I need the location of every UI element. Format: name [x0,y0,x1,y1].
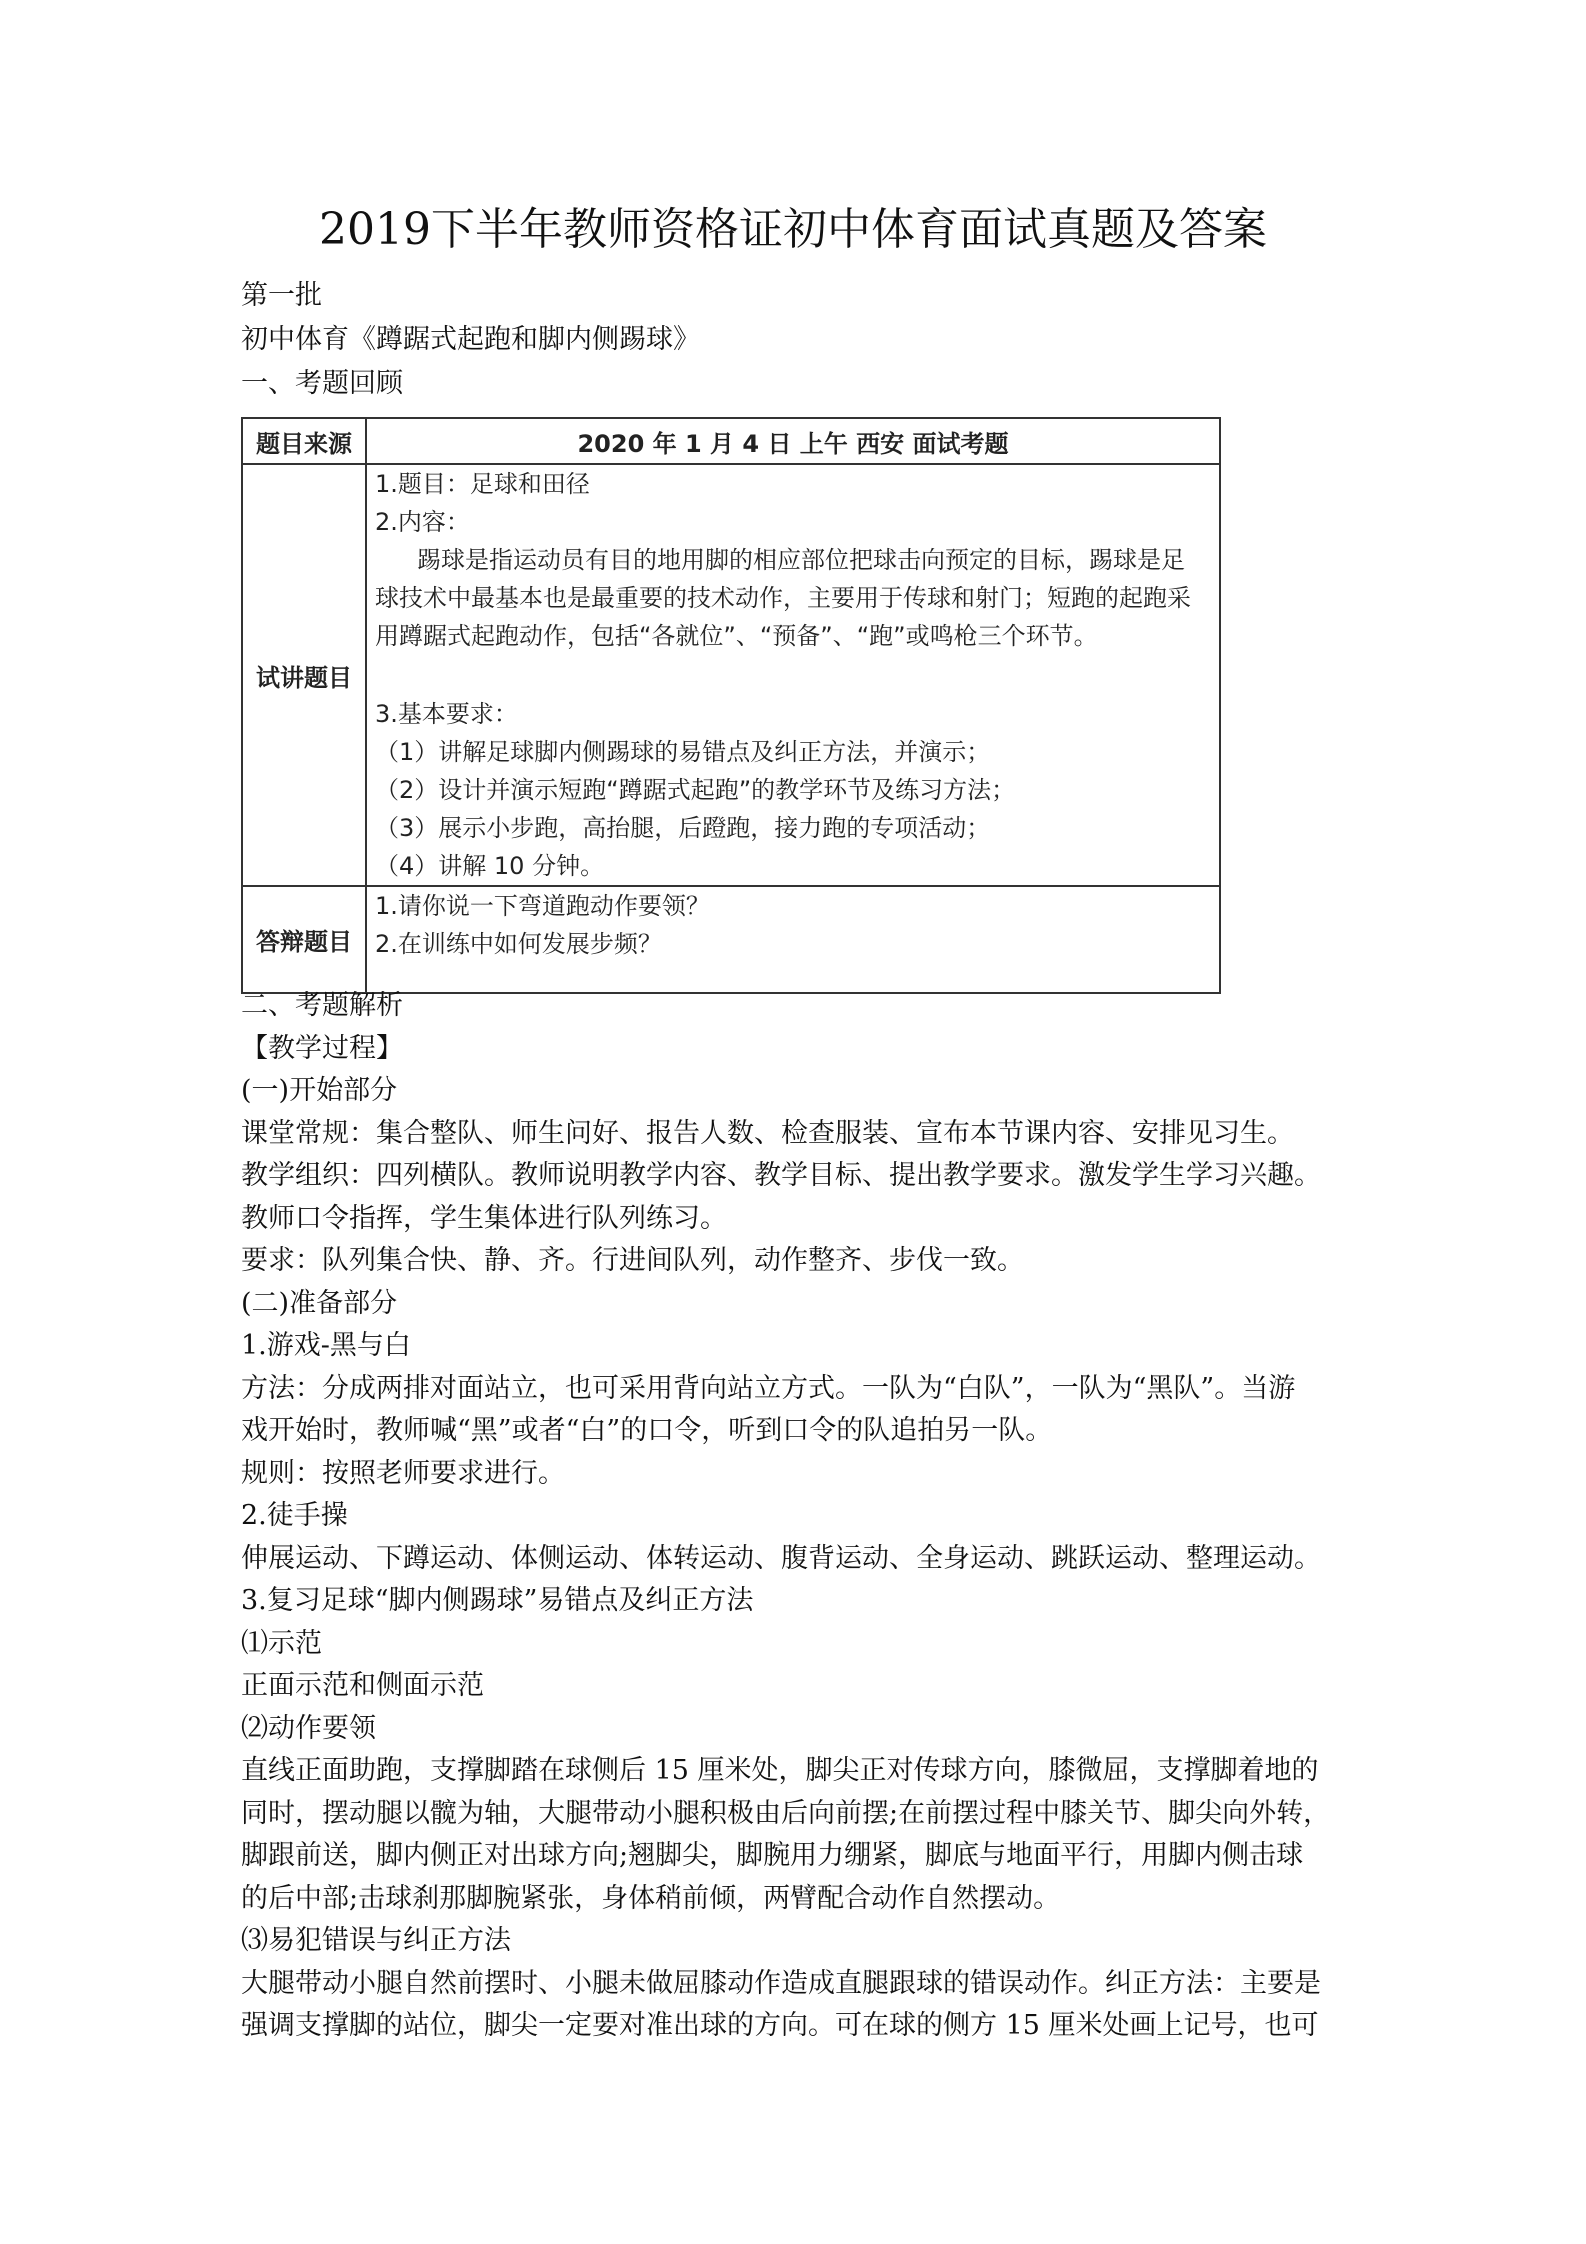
subheading: 1.游戏-黑与白 [241,1330,411,1361]
body-line: 直线正面助跑，支撑脚踏在球侧后 15 厘米处，脚尖正对传球方向，膝微屈，支撑脚着地的 [241,1755,1319,1786]
body-line: 同时，摆动腿以髋为轴，大腿带动小腿积极由后向前摆;在前摆过程中膝关节、脚尖向外转， [241,1797,1331,1829]
body-line: 规则：按照老师要求进行。 [241,1457,565,1489]
topic-line: （1）讲解足球脚内侧踢球的易错点及纠正方法，并演示； [375,738,991,766]
topic-line: 踢球是指运动员有目的地用脚的相应部位把球击向预定的目标，踢球是足 [417,546,1185,574]
body-line: 教师口令指挥，学生集体进行队列练习。 [241,1202,727,1234]
batch-label: 第一批 [241,280,322,311]
topic-line: 用蹲踞式起跑动作，包括“各就位”、“预备”、“跑”或鸣枪三个环节。 [375,622,1098,650]
document-body [241,985,1361,2048]
topic-line: 3.基本要求： [375,700,518,728]
body-line: 大腿带动小腿自然前摆时、小腿未做屈膝动作造成直腿跟球的错误动作。纠正方法：主要是 [241,1967,1321,1999]
topic-line: 2.内容： [375,508,470,536]
body-line: 脚跟前送，脚内侧正对出球方向;翘脚尖，脚腕用力绷紧，脚底与地面平行，用脚内侧击球 [241,1840,1304,1871]
table-topic-content [366,464,1220,886]
answer-line: 2.在训练中如何发展步频？ [375,930,662,958]
subheading: ⑵动作要领 [241,1712,376,1744]
body-line: 课堂常规：集合整队、师生问好、报告人数、检查服装、宣布本节课内容、安排见习生。 [241,1117,1294,1149]
body-line: 教学组织：四列横队。教师说明教学内容、教学目标、提出教学要求。激发学生学习兴趣。 [241,1160,1321,1191]
subheading: (一)开始部分 [241,1075,398,1106]
body-line: 方法：分成两排对面站立，也可采用背向站立方式。一队为“白队”，一队为“黑队”。当游 [241,1372,1296,1404]
section-heading-analysis: 二、考题解析 [241,990,403,1021]
table-value-source: 2020 年 1 月 4 日 上午 西安 面试考题 [366,418,1220,464]
body-line: 强调支撑脚的站位，脚尖一定要对准出球的方向。可在球的侧方 15 厘米处画上记号，也可 [241,2010,1319,2041]
topic-line: （2）设计并演示短跑“蹲踞式起跑”的教学环节及练习方法； [375,776,1016,804]
exam-question-table [241,417,1221,994]
subheading: ⑴示范 [241,1627,322,1659]
subheading: ⑶易犯错误与纠正方法 [241,1925,511,1956]
table-answer-content [366,886,1220,993]
subheading: 2.徒手操 [241,1500,348,1531]
table-label-answer: 答辩题目 [242,886,366,993]
topic-line: （4）讲解 10 分钟。 [375,852,605,880]
subheading: (二)准备部分 [241,1287,398,1319]
table-label-topic: 试讲题目 [242,464,366,886]
body-line: 要求：队列集合快、静、齐。行进间队列，动作整齐、步伐一致。 [241,1245,1024,1276]
table-label-source: 题目来源 [242,418,366,464]
subheading: 3.复习足球“脚内侧踢球”易错点及纠正方法 [241,1585,754,1616]
topic-line: （3）展示小步跑，高抬腿，后蹬跑，接力跑的专项活动； [375,814,991,842]
body-line: 戏开始时，教师喊“黑”或者“白”的口令，听到口令的队追拍另一队。 [241,1415,1053,1446]
section-heading-review: 一、考题回顾 [241,368,403,399]
answer-line: 1.请你说一下弯道跑动作要领？ [375,892,710,920]
topic-line: 1.题目：足球和田径 [375,470,590,498]
lesson-title: 初中体育《蹲踞式起跑和脚内侧踢球》 [241,324,700,355]
topic-line: 球技术中最基本也是最重要的技术动作，主要用于传球和射门；短跑的起跑采 [375,584,1191,612]
body-line: 伸展运动、下蹲运动、体侧运动、体转运动、腹背运动、全身运动、跳跃运动、整理运动。 [241,1542,1321,1574]
subheading-teaching-process: 【教学过程】 [241,1032,403,1064]
document-title: 2019下半年教师资格证初中体育面试真题及答案 [319,204,1267,255]
body-line: 正面示范和侧面示范 [241,1670,484,1701]
body-line: 的后中部;击球刹那脚腕紧张，身体稍前倾，两臂配合动作自然摆动。 [241,1882,1061,1914]
